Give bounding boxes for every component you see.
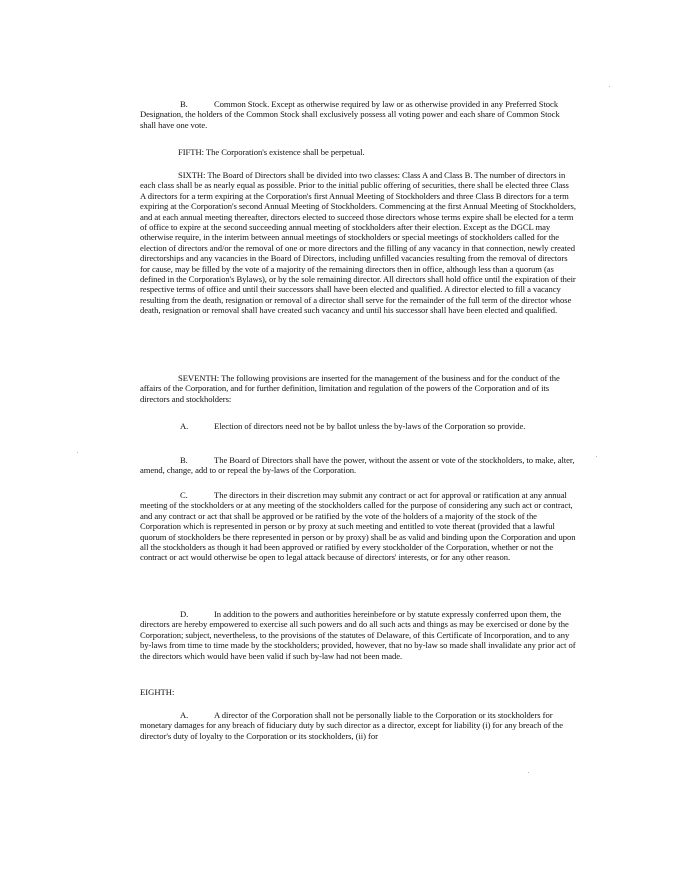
paragraph-text: Election of directors need not be by ballot unless the by-laws of the Corporation so provide. — [214, 421, 526, 431]
common-stock-paragraph — [140, 99, 576, 130]
seventh-item-a — [140, 421, 576, 431]
item-label: A. — [180, 421, 189, 431]
paragraph-text: The directors in their discretion may submit any contract or act for approval or ratification at any annual meeting of the stockholders or at any meeting of the stockholders called for the purpose of considering any such act or contract, and any contract or act that shall be approved or be ratified by the vote of the holders of a majority of the stock of the Corporation which is represented in person or by proxy at such meeting and entitled to vote thereat (provided that a lawful quorum of stockholders be there represented in person or by proxy) shall be as valid and binding upon the Corporation and upon all the stockholders as though it had been approved or ratified by every stockholder of the Corporation, whether or not the contract or act would otherwise be open to legal attack because of directors' interests, or for any other reason. — [140, 490, 576, 563]
item-label: A. — [180, 710, 189, 720]
paragraph-text: A director of the Corporation shall not be personally liable to the Corporation or its stockholders for monetary damages for any breach of fiduciary duty by such director as a director, except for liability (i) for any breach of the director's duty of loyalty to the Corporation or its stockholders, (ii) for — [140, 710, 564, 741]
item-label: D. — [180, 609, 189, 619]
paragraph-text: Common Stock. Except as otherwise required by law or as otherwise provided in any Preferred Stock Designation, the holders of the Common Stock shall exclusively possess all voting power and each share of Common Stock shall have one vote. — [140, 99, 560, 130]
paragraph-text: In addition to the powers and authorities hereinbefore or by statute expressly conferred upon them, the directors are hereby empowered to exercise all such powers and do all such acts and things as may be exercised or done by the Corporation; subject, nevertheless, to the provisions of the statutes of Delaware, of this Certificate of Incorporation, and to any by-laws from time to time made by the stockholders; provided, however, that no by-law so made shall invalidate any prior act of the directors which would have been valid if such by-law had not been made. — [140, 609, 576, 661]
sixth-article-paragraph: SIXTH: The Board of Directors shall be divided into two classes: Class A and Class B. The number of directors in each class shall be as nearly equal as possible. Prior to the initial public offering of securities, there shall be elected three Class A directors for a term expiring at the Corporation's first Annual Meeting of Stockholders and three Class B directors for a term expiring at the Corporation's second Annual Meeting of Stockholders. Commencing at the first Annual Meeting of Stockholders, and at each annual meeting thereafter, directors elected to succeed those directors whose terms expire shall be elected for a term of office to expire at the second succeeding annual meeting of stockholders after their election. Except as the DGCL may otherwise require, in the interim between annual meetings of stockholders or special meetings of stockholders called for the election of directors and/or the removal of one or more directors and the filling of any vacancy in that connection, newly created directorships and any vacancies in the Board of Directors, including unfilled vacancies resulting from the removal of directors for cause, may be filled by the vote of a majority of the remaining directors then in office, although less than a quorum (as defined in the Corporation's Bylaws), or by the sole remaining director. All directors shall hold office until the expiration of their respective terms of office and until their successors shall have been elected and qualified. A director elected to fill a vacancy resulting from the death, resignation or removal of a director shall serve for the remainder of the full term of the director whose death, resignation or removal shall have created such vacancy and until his successor shall have been elected and qualified. — [140, 170, 576, 316]
paragraph-text: The Board of Directors shall have the power, without the assent or vote of the stockholders, to make, alter, amend, change, add to or repeal the by-laws of the Corporation. — [140, 455, 575, 476]
item-label: C. — [180, 490, 188, 500]
scan-speck — [596, 456, 597, 457]
fifth-article-paragraph: FIFTH: The Corporation's existence shall be perpetual. — [178, 147, 365, 157]
scan-speck — [609, 86, 610, 87]
item-label: B. — [180, 455, 188, 465]
eighth-item-a — [140, 710, 576, 741]
scan-speck — [77, 452, 78, 453]
eighth-article-heading: EIGHTH: — [140, 687, 175, 697]
scan-speck — [528, 772, 529, 773]
item-label: B. — [180, 99, 188, 109]
seventh-item-d — [140, 609, 576, 661]
seventh-item-b — [140, 455, 576, 476]
seventh-article-intro: SEVENTH: The following provisions are inserted for the management of the business and for the conduct of the affairs of the Corporation, and for further definition, limitation and regulation of the powers of the Corporation and of its directors and stockholders: — [140, 373, 560, 404]
seventh-item-c — [140, 490, 576, 563]
